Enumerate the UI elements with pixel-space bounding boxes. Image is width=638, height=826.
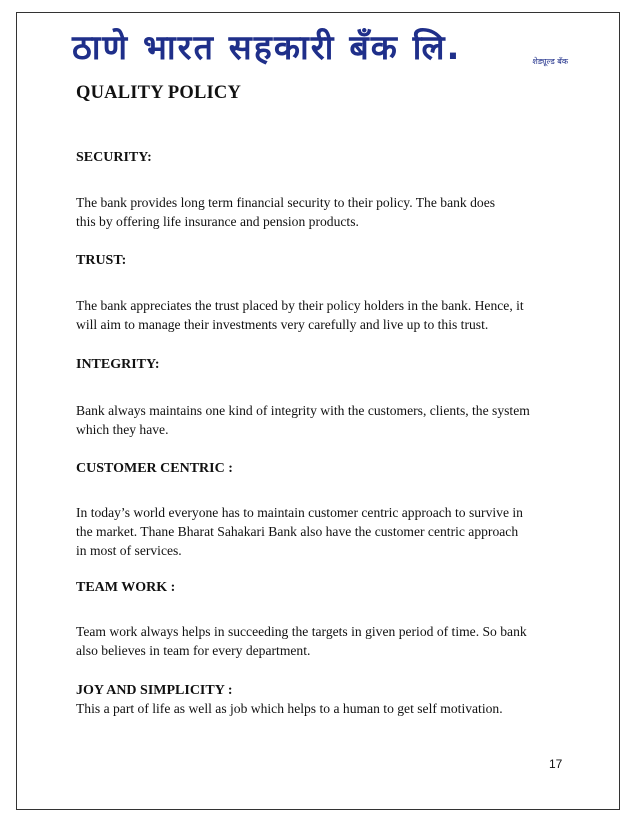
heading-security: SECURITY: <box>76 150 152 165</box>
paragraph-line: This a part of life as well as job which helps to a human to get self motivation. <box>76 701 503 716</box>
paragraph-line: The bank appreciates the trust placed by their policy holders in the bank. Hence, it <box>76 298 524 313</box>
paragraph-line: in most of services. <box>76 543 182 558</box>
page-title: QUALITY POLICY <box>76 83 242 103</box>
paragraph-integrity <box>76 401 566 439</box>
logo-subtext: शेड्यूल्ड बँक <box>532 57 568 66</box>
paragraph-line: also believes in team for every department. <box>76 643 311 658</box>
heading-integrity: INTEGRITY: <box>76 357 160 372</box>
heading-joy-and-simplicity: JOY AND SIMPLICITY : <box>76 683 233 698</box>
heading-trust: TRUST: <box>76 253 127 268</box>
paragraph-line: Bank always maintains one kind of integrity with the customers, clients, the system <box>76 403 530 418</box>
heading-customer-centric: CUSTOMER CENTRIC : <box>76 461 233 476</box>
logo-text: ठाणे भारत सहकारी बँक लि. <box>72 28 462 68</box>
paragraph-line: the market. Thane Bharat Sahakari Bank also have the customer centric approach <box>76 524 519 539</box>
paragraph-security <box>76 193 566 231</box>
page-number: 17 <box>549 757 563 771</box>
paragraph-joy-and-simplicity <box>76 699 566 718</box>
paragraph-line: will aim to manage their investments very carefully and live up to this trust. <box>76 317 489 332</box>
paragraph-line: Team work always helps in succeeding the targets in given period of time. So bank <box>76 624 527 639</box>
bank-logo <box>72 28 570 76</box>
paragraph-line: this by offering life insurance and pension products. <box>76 214 359 229</box>
paragraph-customer-centric <box>76 503 566 560</box>
heading-team-work: TEAM WORK : <box>76 580 176 595</box>
paragraph-team-work <box>76 622 566 660</box>
paragraph-line: The bank provides long term financial security to their policy. The bank does <box>76 195 496 210</box>
paragraph-trust <box>76 296 566 334</box>
paragraph-line: which they have. <box>76 422 169 437</box>
paragraph-line: In today’s world everyone has to maintain customer centric approach to survive in <box>76 505 523 520</box>
